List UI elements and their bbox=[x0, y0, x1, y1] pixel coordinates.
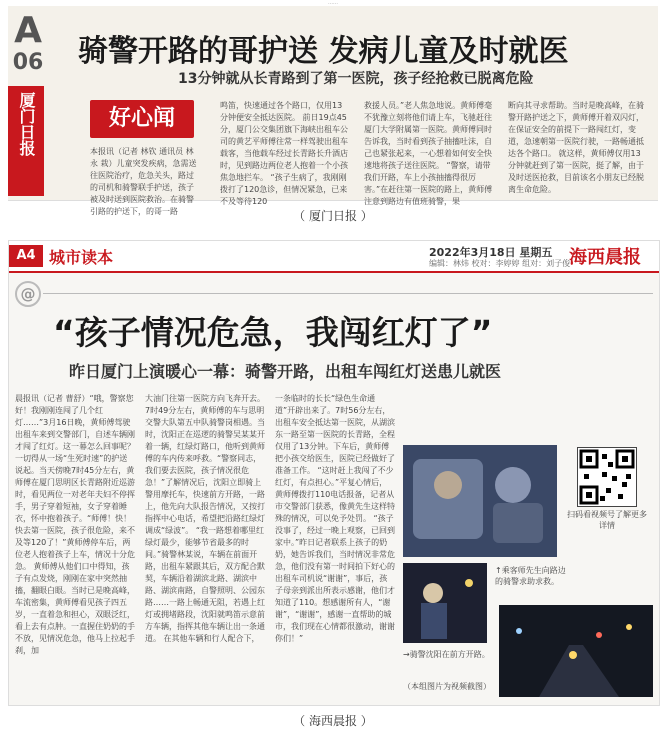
edition-number: 06 bbox=[12, 50, 44, 75]
photo-night-road bbox=[499, 605, 653, 697]
xiamen-daily-logo bbox=[8, 86, 44, 196]
photo2-caption: →骑警沈阳在前方开路。 bbox=[403, 650, 490, 659]
column-badge bbox=[90, 100, 194, 138]
haixi-morning-logo: 海西晨报 bbox=[569, 247, 641, 268]
article-column-1: 本报讯（记者 林钦 通讯员 林 永 栽）儿童突发疾病，急需送往医院治疗，危急关头，路过的司机和骑警联手护送，孩子被及时送到医院救治。在骑警引路的护送下，的哥一路 bbox=[90, 147, 197, 216]
edition-letter: A bbox=[14, 10, 42, 51]
xiamen-daily-clipping bbox=[8, 6, 658, 216]
section-name: 城市读本 bbox=[49, 248, 114, 267]
page-tag: A4 bbox=[9, 245, 43, 267]
article-column-1: 晨报讯（记者 曹舒）“哦，警察您好！我刚刚连闯了几个红灯……”3月16日晚，黄师傅驾驶出租车来到交警部门，自述车辆刚才闯了红灯。这一幕怎么回事呢？ 一切得从一场“生死时速”的护送说起。当天傍晚7时45分左右，黄师傅在厦门思明区长青路附近巡游时，看见两位一对老年夫妇不停挥手，男子穿着短袖，女子穿着睡衣，怀中抱着孩子。“师傅！快！快去第一医院，孩子很危险，来不及等120了！”黄师傅停车后，两位老人抱着孩子上车，情况十分危急。 黄师傅从他们口中得知，孩子有点发烧，刚刚在家中突然抽搐，翻眼白眼。当时已是晚高峰，车流密集，黄师傅看见孩子四五岁，一直着急和担心，双眼泛红，看上去有点肿。一直握住奶奶的手不放，见情况危急，他马上拉起手刹，加 bbox=[15, 394, 135, 655]
at-icon: @ bbox=[15, 281, 41, 307]
photo-credit: （本组图片为视频截图） bbox=[403, 682, 491, 691]
photo-taxi-interior-art bbox=[403, 445, 557, 557]
qr-code-pattern bbox=[578, 448, 636, 506]
photo-night-road-art bbox=[499, 605, 653, 697]
article-subheadline: 昨日厦门上演暖心一幕：骑警开路，出租车闯红灯送患儿就医 bbox=[69, 362, 502, 381]
article-column-3: 一条临时的长长“绿色生命通道”开辟出来了。7时56分左右，出租车安全抵达第一医院，从湖滨东一路至第一医院的长青路，全程仅用了13分钟。下车后，黄师傅把小孩交给医生，医院已经做好了准备工作。 “这时赶上我闯了不少红灯，有点担心。”平复心情后，黄师傅拨打110电话报备，记者从市交警部门获悉，像黄先生这样特殊的情况，可以免予处罚。 “孩子没事了，经过一晚上观察，已回到家中。”昨日记者联系上孩子的奶奶，她告诉我们，当时情况非常危急，他们没有第一时间拍下好心的出租车司机说“谢谢”，事后，孩子母亲到派出所表示感谢，他们才知道了110。想感谢所有人，“谢谢”，“谢谢”，感谢一直帮助的城市，我们现在心情都很激动，谢谢你们！” bbox=[275, 394, 395, 643]
column-badge-text: 好心闻 bbox=[108, 106, 175, 131]
photo1-caption: ↑乘客师先生向路边的骑警求助求救。 bbox=[495, 566, 566, 586]
photo-traffic-police bbox=[403, 563, 487, 643]
caption-haixi-morning: （ 海西晨报 ） bbox=[293, 714, 373, 728]
editors-line: 编辑：林炜 校对：李婷婷 组对：刘子俊 bbox=[429, 259, 571, 268]
qr-label: 扫码看视频号了解更多详情 bbox=[567, 510, 647, 530]
photo-traffic-police-art bbox=[403, 563, 487, 643]
issue-date: 2022年3月18日 星期五 bbox=[429, 246, 553, 259]
photo-taxi-interior bbox=[403, 445, 557, 557]
qr-code[interactable] bbox=[577, 447, 637, 507]
article-column-3: 救援人员。”老人焦急地说。黄师傅毫不犹豫立刻将他们请上车，飞驰赶往厦门大学附属第一医院。黄师傅同时告诉我，当时看到孩子抽搐吐沫，自己也紧张起来，一心想着如何安全快速地将孩子送往医院。 “警察，请带我们开路，车上小孩抽搐得很厉害。”在赶往第一医院的路上，黄师傅注意到路边有值班骑警，果 bbox=[364, 101, 493, 206]
article-column-4: 断向其寻求帮助。当时是晚高峰，在骑警开路护送之下，黄师傅开着双闪灯，在保证安全的前提下一路闯红灯，变道，急速朝第一医院行驶，一路畅通抵达各个路口。 就这样，黄师傅仅用13分钟就赶到了第一医院，挺了解，由于及时送医抢救，目前该名小朋友已经脱离生命危险。 bbox=[508, 101, 644, 194]
article-column-2: 大油门往第一医院方向飞奔开去。 7时49分左右，黄师傅的车与思明交警大队第五中队骑警岗相遇。当时，沈阳正在巡逻的骑警吴某某开着一辆，红绿灯路口，他听到黄师傅的车内传来呼救。“警察同志，我们要去医院，孩子情况很危急！”了解情况后，沈阳立即骑上警用摩托车，快速前方开路，一路上，他先向大队报告情况，又按打指挥中心电话，希望把沿路红绿灯调成“绿波”。 “我一路想着哪里红绿灯最少，能够节省最多的时间。”骑警林某说，车辆在前面开路，出租车紧跟其后，双方配合默契，车辆沿着湖滨北路、湖滨中路、湖滨南路，自警照明、公园东路……一路上畅通无阻，若遇上红灯或拥堵路段，沈阳就鸣笛示意前方车辆，指挥其他车辆让出一条通道。 在其他车辆和行人配合下， bbox=[145, 394, 265, 643]
top-banner-text: …… bbox=[328, 0, 338, 6]
article-subheadline: 13分钟就从长青路到了第一医院，孩子经抢救已脱离危险 bbox=[178, 71, 534, 87]
xiamen-daily-logo-text: 厦门日报 bbox=[17, 92, 36, 156]
caption-xiamen-daily: （ 厦门日报 ） bbox=[293, 209, 373, 223]
divider bbox=[43, 293, 653, 294]
article-column-2: 鸣笛，快速通过各个路口，仅用13分钟便安全抵达医院。 前日19点45分，厦门公交集团旗下海峡出租车公司的黄艺平师傅往常一样驾驶出租车载客，当他载车经过长青路长升酒店时，见到路边两位老人抱着一个小孩焦急地拦车。 “孩子生病了，我刚刚拨打了120急诊，但情况紧急，已来不及等待120 bbox=[220, 101, 348, 206]
haixi-morning-clipping bbox=[8, 240, 660, 706]
article-headline: 骑警开路的哥护送 发病儿童及时就医 bbox=[78, 34, 569, 69]
page-header bbox=[9, 241, 659, 273]
article-headline: “孩子情况危急，我闯红灯了” bbox=[53, 313, 493, 352]
